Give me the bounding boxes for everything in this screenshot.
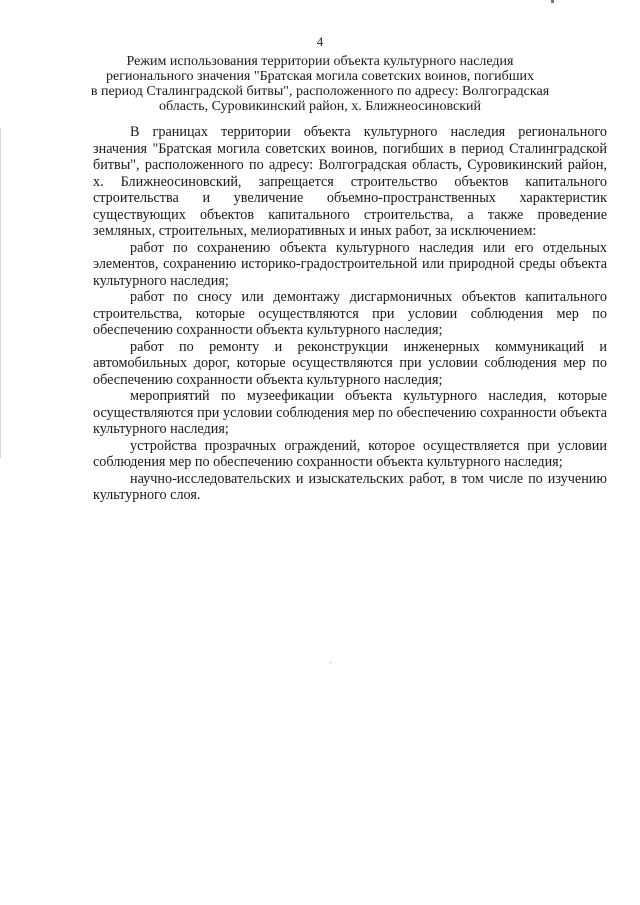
page-number: 4 [316, 34, 324, 49]
exception-item: научно-исследовательских и изыскательских работ, в том числе по изучению культурного слоя. [93, 470, 607, 503]
intro-paragraph: В границах территории объекта культурного наследия регионального значения "Братская могила советских воинов, погибших в период Сталинградской битвы", расположенного по адресу: Волгоградская область, Суровикинский район, х. Ближнеосиновский, запрещается строительство объектов капитального строительства и увеличение объемно-пространственных характеристик существующих объектов капитального строительства, а также проведение земляных, строительных, мелиоративных и иных работ, за исключением: [93, 124, 607, 239]
exception-item: работ по ремонту и реконструкции инженерных коммуникаций и автомобильных дорог, которые осуществляются при условии соблюдения мер по обеспечению сохранности объекта культурного наследия; [93, 338, 607, 388]
exception-item: устройства прозрачных ограждений, которое осуществляется при условии соблюдения мер по обеспечению сохранности объекта культурного наследия; [93, 437, 607, 470]
scan-edge-mark [0, 128, 1, 458]
document-title: Режим использования территории объекта культурного наследия регионального значения "Братская могила советских воинов, погибших в период Сталинградской битвы", расположенного по адресу: Волгоградская область, Суровикинский район, х. Ближнеосиновский [90, 54, 550, 114]
scan-speck [330, 662, 331, 663]
scan-corner-mark [551, 0, 554, 3]
exception-item: работ по сносу или демонтажу дисгармоничных объектов капитального строительства, которые осуществляются при условии соблюдения мер по обеспечению сохранности объекта культурного наследия; [93, 289, 607, 338]
exception-item: работ по сохранению объекта культурного наследия или его отдельных элементов, сохранению историко-градостроительной или природной среды объекта культурного наследия; [93, 239, 607, 289]
document-body [93, 124, 607, 504]
exception-item: мероприятий по музеефикации объекта культурного наследия, которые осуществляются при условии соблюдения мер по обеспечению сохранности объекта культурного наследия; [93, 388, 607, 437]
